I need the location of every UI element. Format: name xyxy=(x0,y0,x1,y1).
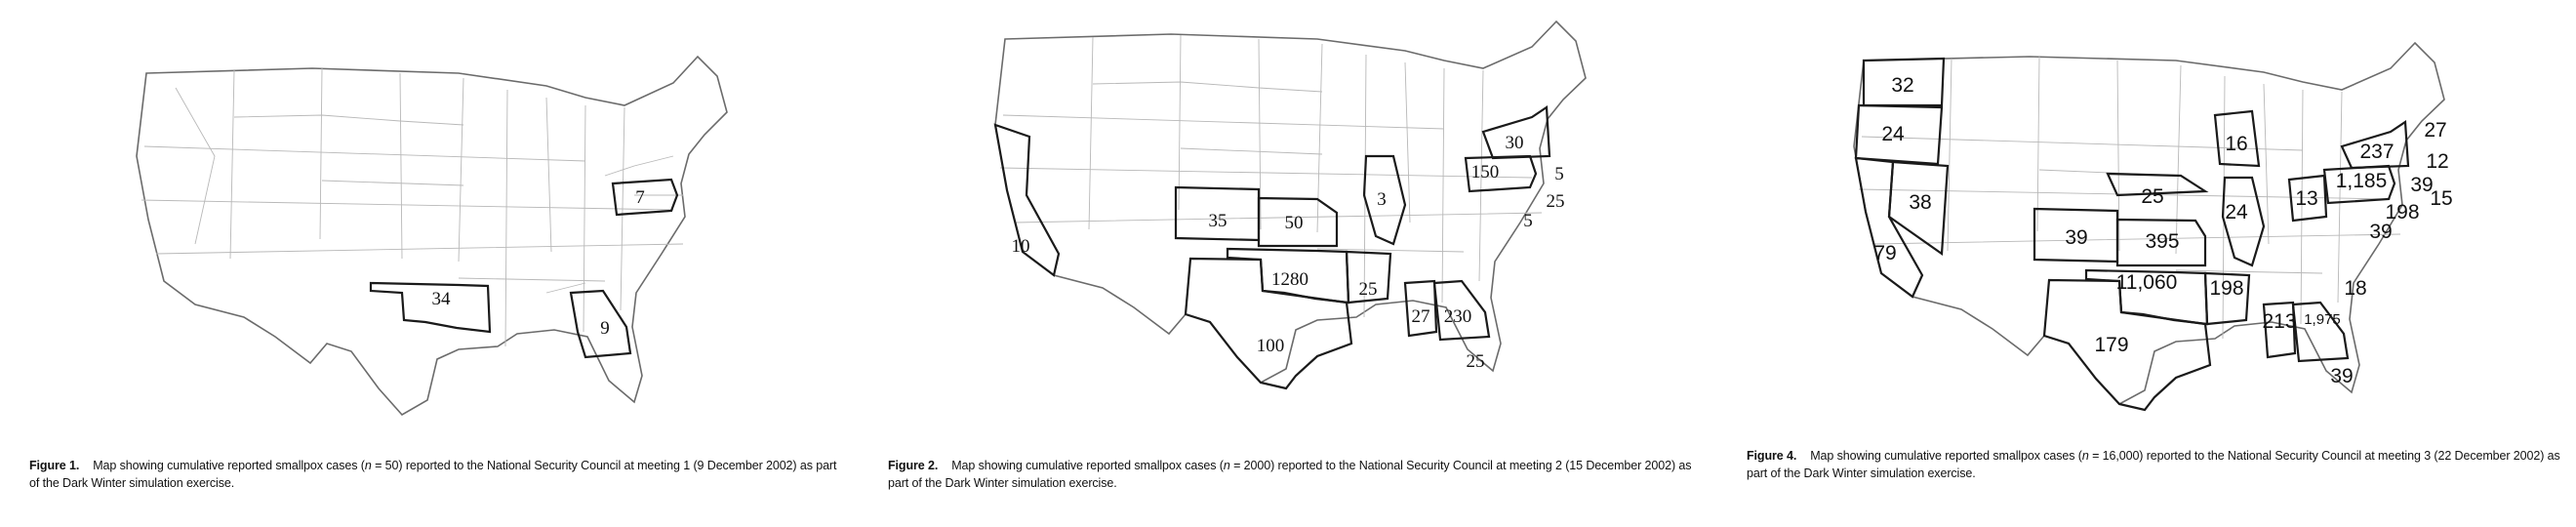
state-value-label: 30 xyxy=(1505,133,1524,153)
state-value-label: 24 xyxy=(2225,201,2248,223)
state-value-label: 39 xyxy=(2065,226,2088,249)
caption-n: n xyxy=(1223,459,1230,472)
state-value-label: 7 xyxy=(635,187,645,208)
state-value-label: 1,975 xyxy=(2304,311,2341,328)
state-value-label: 198 xyxy=(2385,201,2420,223)
figure-1-map xyxy=(0,0,859,429)
caption-text: Map showing cumulative reported smallpox cases ( xyxy=(93,459,365,472)
state-value-label: 38 xyxy=(1909,191,1932,214)
state-value-label: 27 xyxy=(1411,306,1430,327)
state-value-label: 15 xyxy=(2430,187,2453,210)
state-value-label: 230 xyxy=(1443,306,1472,327)
state-value-label: 39 xyxy=(2369,221,2393,243)
state-value-label: 25 xyxy=(1546,191,1565,212)
caption-text: = 16,000) reported to the National Security Council at meeting 3 (22 December 2002) as part of the Dark Winter simulation exercise. xyxy=(1747,449,2560,480)
caption-n: n xyxy=(364,459,372,472)
figure-label: Figure 1. xyxy=(29,459,80,472)
figure-2-map xyxy=(859,0,1717,429)
state-value-label: 9 xyxy=(600,318,610,339)
state-value-label: 24 xyxy=(1881,123,1905,145)
state-value-label: 34 xyxy=(431,289,451,309)
figure-1-caption xyxy=(29,457,849,492)
state-value-label: 25 xyxy=(1358,279,1378,300)
state-value-label: 25 xyxy=(2141,185,2164,208)
state-value-label: 39 xyxy=(2410,174,2434,196)
caption-text: = 2000) reported to the National Security Council at meeting 2 (15 December 2002) as part of the Dark Winter simulation exercise. xyxy=(888,459,1692,490)
state-value-label: 395 xyxy=(2145,230,2180,253)
state-value-label: 39 xyxy=(2330,365,2354,387)
state-value-label: 27 xyxy=(2424,119,2447,142)
figure-4-us-map xyxy=(1717,0,2576,429)
state-value-label: 100 xyxy=(1256,336,1285,356)
state-value-label: 35 xyxy=(1208,211,1228,231)
figure-1-panel xyxy=(0,0,859,527)
state-value-label: 213 xyxy=(2262,310,2297,333)
state-value-label: 5 xyxy=(1554,164,1564,184)
figure-4-panel xyxy=(1717,0,2576,527)
figure-1-us-map xyxy=(0,0,859,429)
caption-n: n xyxy=(2081,449,2089,463)
figure-label: Figure 2. xyxy=(888,459,939,472)
state-value-label: 1,185 xyxy=(2335,170,2388,192)
figure-2-panel xyxy=(859,0,1717,527)
us-outline xyxy=(137,57,727,415)
state-value-label: 5 xyxy=(1523,211,1533,231)
state-value-label: 16 xyxy=(2225,133,2248,155)
caption-text: Map showing cumulative reported smallpox cases ( xyxy=(951,459,1224,472)
state-value-label: 3 xyxy=(1377,189,1387,210)
figure-4-caption xyxy=(1747,447,2566,482)
caption-text: Map showing cumulative reported smallpox cases ( xyxy=(1810,449,2082,463)
state-value-label: 10 xyxy=(1011,236,1030,257)
state-value-label: 237 xyxy=(2359,141,2395,163)
figure-label: Figure 4. xyxy=(1747,449,1797,463)
state-value-label: 198 xyxy=(2209,277,2244,300)
state-value-label: 179 xyxy=(2094,334,2129,356)
state-value-label: 12 xyxy=(2426,150,2449,173)
caption-text: = 50) reported to the National Security Council at meeting 1 (9 December 2002) as part of the Dark Winter simulation exercise. xyxy=(29,459,837,490)
state-value-label: 1280 xyxy=(1271,269,1308,290)
state-value-label: 79 xyxy=(1873,242,1897,264)
state-value-label: 150 xyxy=(1470,162,1500,182)
state-value-label: 13 xyxy=(2295,187,2318,210)
figure-2-us-map xyxy=(859,0,1717,429)
figure-2-caption xyxy=(888,457,1708,492)
state-value-label: 18 xyxy=(2344,277,2367,300)
state-value-label: 11,060 xyxy=(2115,271,2178,294)
figure-4-map xyxy=(1717,0,2576,429)
state-value-label: 32 xyxy=(1891,74,1914,97)
state-value-label: 25 xyxy=(1466,351,1485,372)
state-value-label: 50 xyxy=(1284,213,1304,233)
us-outline xyxy=(995,21,1586,383)
